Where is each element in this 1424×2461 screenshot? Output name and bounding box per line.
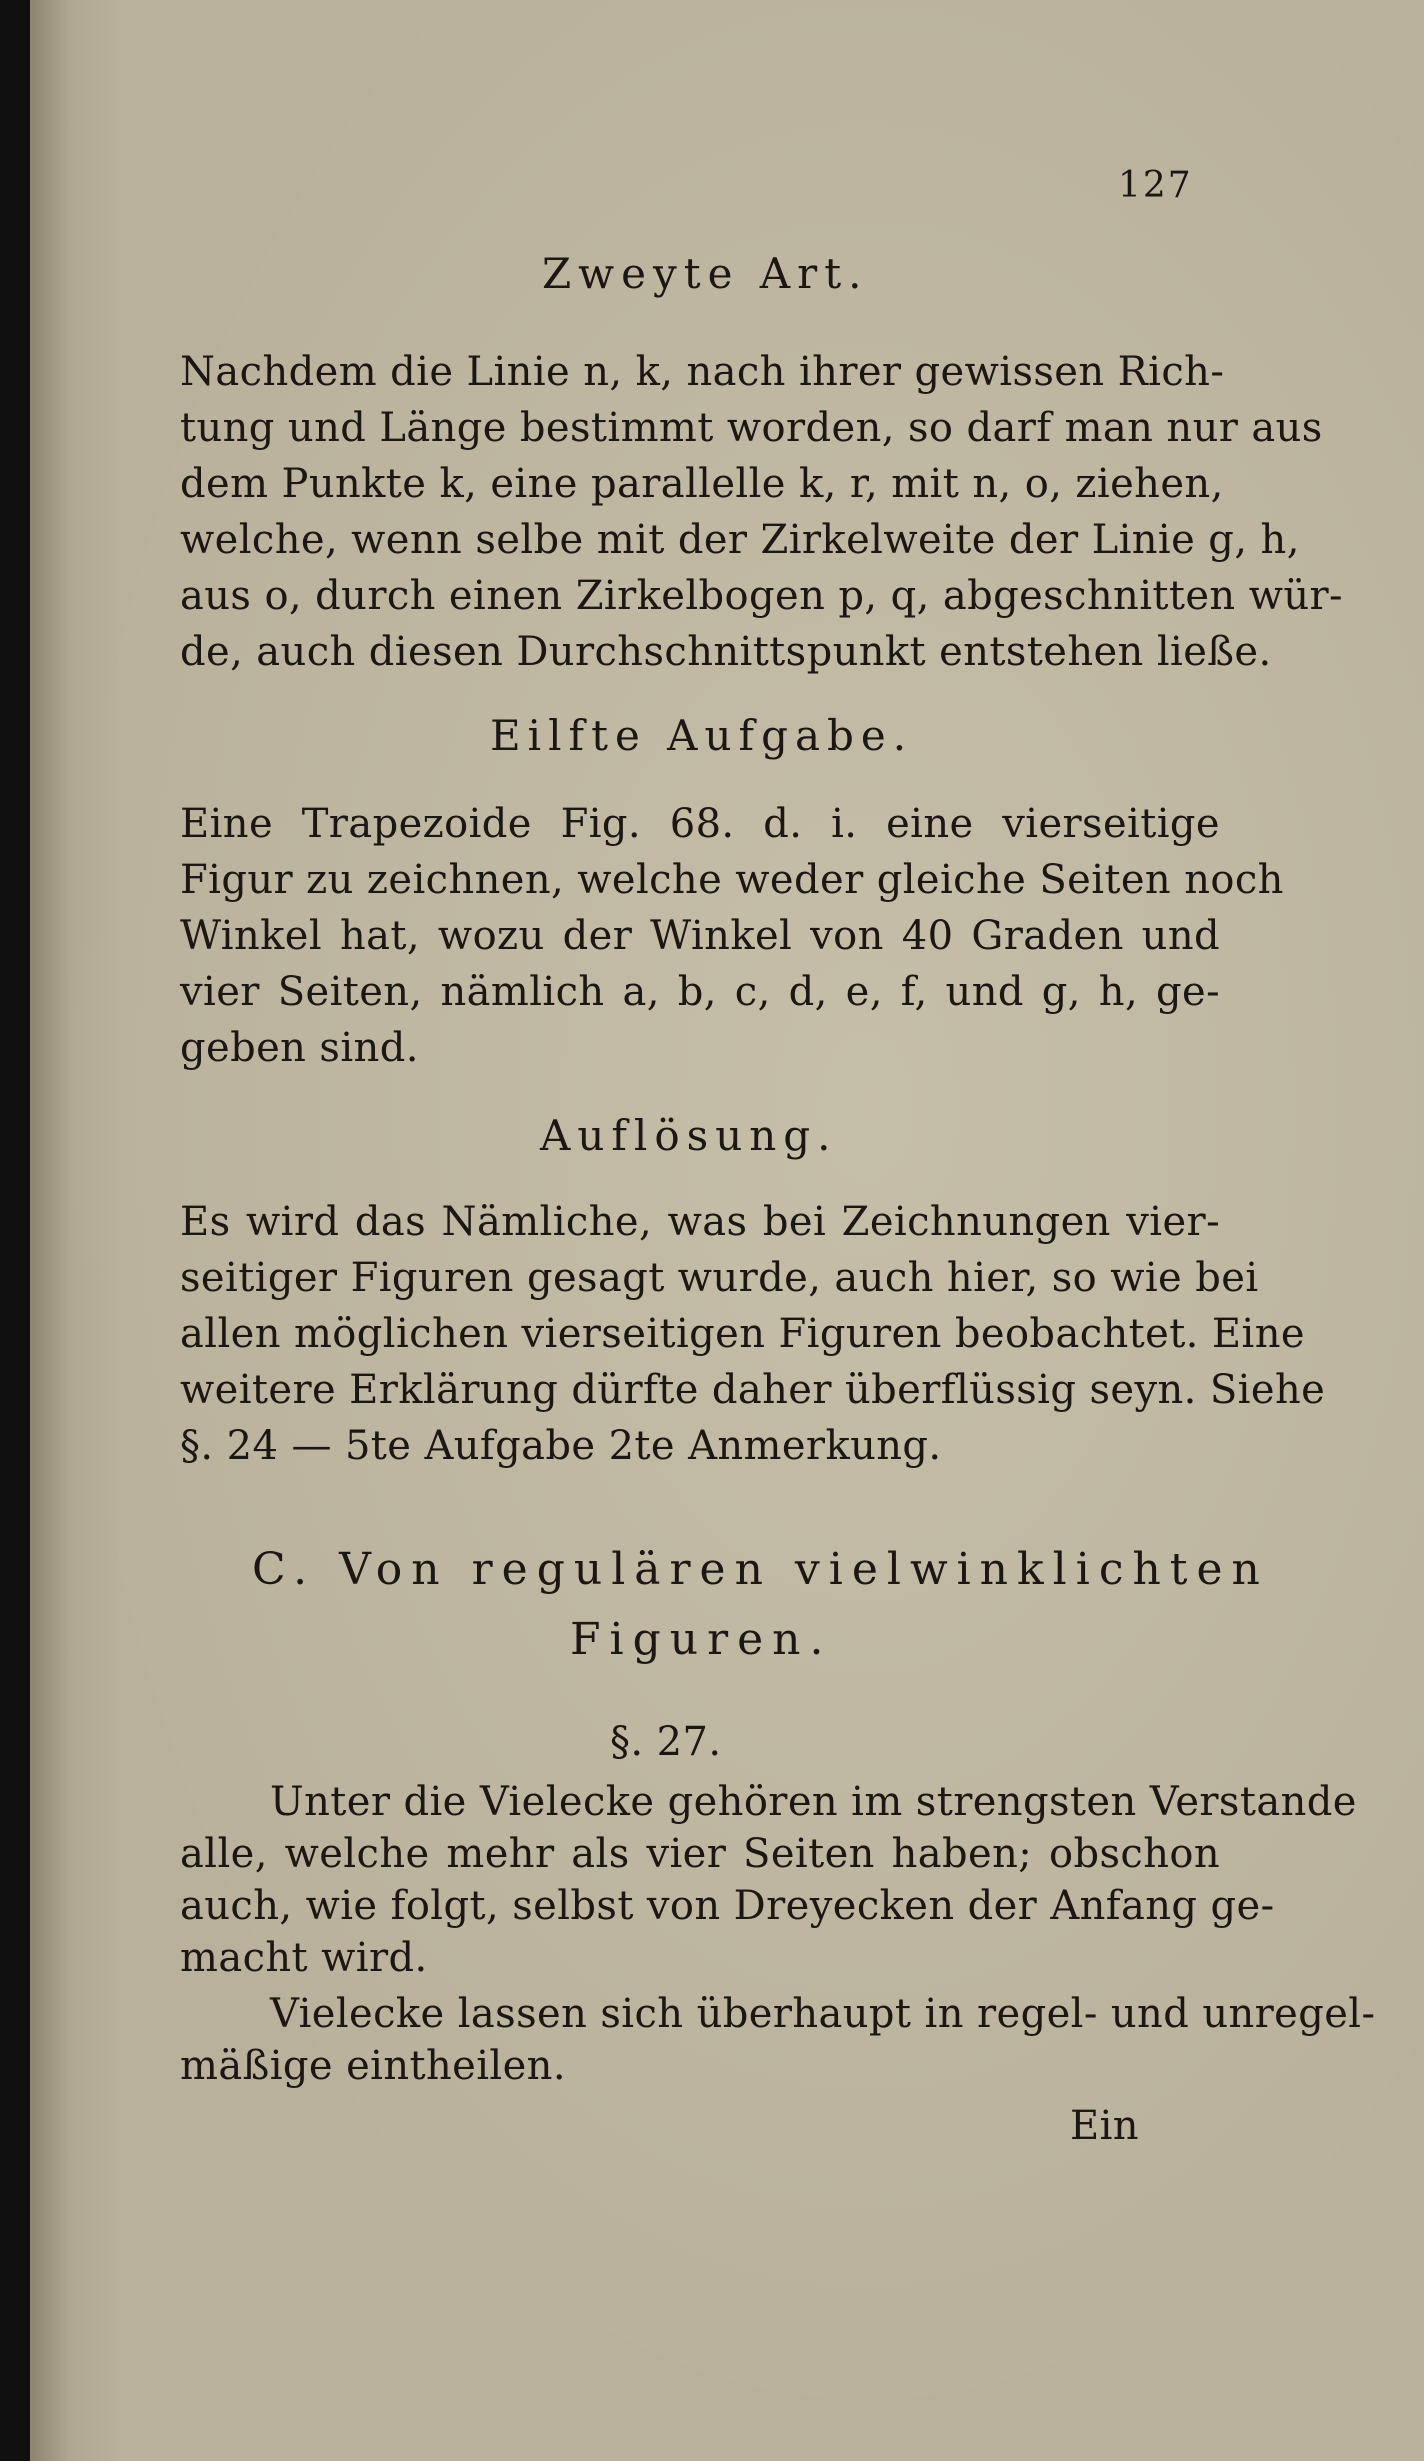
section-heading-line-2: Figuren. (570, 1614, 833, 1665)
heading-aufloesung: Auflösung. (540, 1111, 838, 1160)
para-1-line-4: welche, wenn selbe mit der Zirkelweite der Linie g, h, (180, 517, 1300, 563)
para-3-line-5: §. 24 — 5te Aufgabe 2te Anmerkung. (180, 1423, 942, 1469)
para-2-line-2: Figur zu zeichnen, welche weder gleiche Seiten noch (180, 857, 1284, 903)
book-page (30, 0, 1424, 2461)
para-3-line-4: weitere Erklärung dürfte daher überflüssig seyn. Siehe (180, 1367, 1326, 1413)
para-4-line-4: macht wird. (180, 1935, 428, 1981)
para-3-line-1: Es wird das Nämliche, was bei Zeichnungen vier- (180, 1199, 1220, 1245)
para-1-line-3: dem Punkte k, eine parallelle k, r, mit n, o, ziehen, (180, 461, 1224, 507)
para-1-line-6: de, auch diesen Durchschnittspunkt entstehen ließe. (180, 629, 1272, 675)
catchword: Ein (1070, 2103, 1139, 2149)
para-3-line-2: seitiger Figuren gesagt wurde, auch hier, so wie bei (180, 1255, 1259, 1301)
para-4-line-2: alle, welche mehr als vier Seiten haben; obschon (180, 1831, 1220, 1877)
heading-zweyte-art: Zweyte Art. (542, 249, 869, 298)
para-2-line-5: geben sind. (180, 1025, 419, 1071)
para-2-line-3: Winkel hat, wozu der Winkel von 40 Graden und (180, 913, 1220, 959)
para-2-line-4: vier Seiten, nämlich a, b, c, d, e, f, und g, h, ge- (180, 969, 1220, 1015)
para-2-line-1: Eine Trapezoide Fig. 68. d. i. eine vierseitige (180, 801, 1220, 847)
section-heading-line-1: C. Von regulären vielwinklichten (252, 1544, 1269, 1595)
para-1-line-2: tung und Länge bestimmt worden, so darf man nur aus (180, 405, 1323, 451)
para-4-line-3: auch, wie folgt, selbst von Dreyecken der Anfang ge- (180, 1883, 1275, 1929)
para-5-line-2: mäßige eintheilen. (180, 2043, 566, 2089)
para-3-line-3: allen möglichen vierseitigen Figuren beobachtet. Eine (180, 1311, 1305, 1357)
para-1-line-5: aus o, durch einen Zirkelbogen p, q, abgeschnitten wür- (180, 573, 1343, 619)
para-4-line-1: Unter die Vielecke gehören im strengsten Verstande (270, 1779, 1357, 1825)
heading-eilfte-aufgabe: Eilfte Aufgabe. (490, 711, 914, 760)
page-number: 127 (1118, 165, 1193, 206)
para-1-line-1: Nachdem die Linie n, k, nach ihrer gewissen Rich- (180, 349, 1225, 395)
para-5-line-1: Vielecke lassen sich überhaupt in regel- und unregel- (270, 1991, 1376, 2037)
paragraph-number: §. 27. (610, 1719, 722, 1765)
book-gutter (0, 0, 30, 2461)
